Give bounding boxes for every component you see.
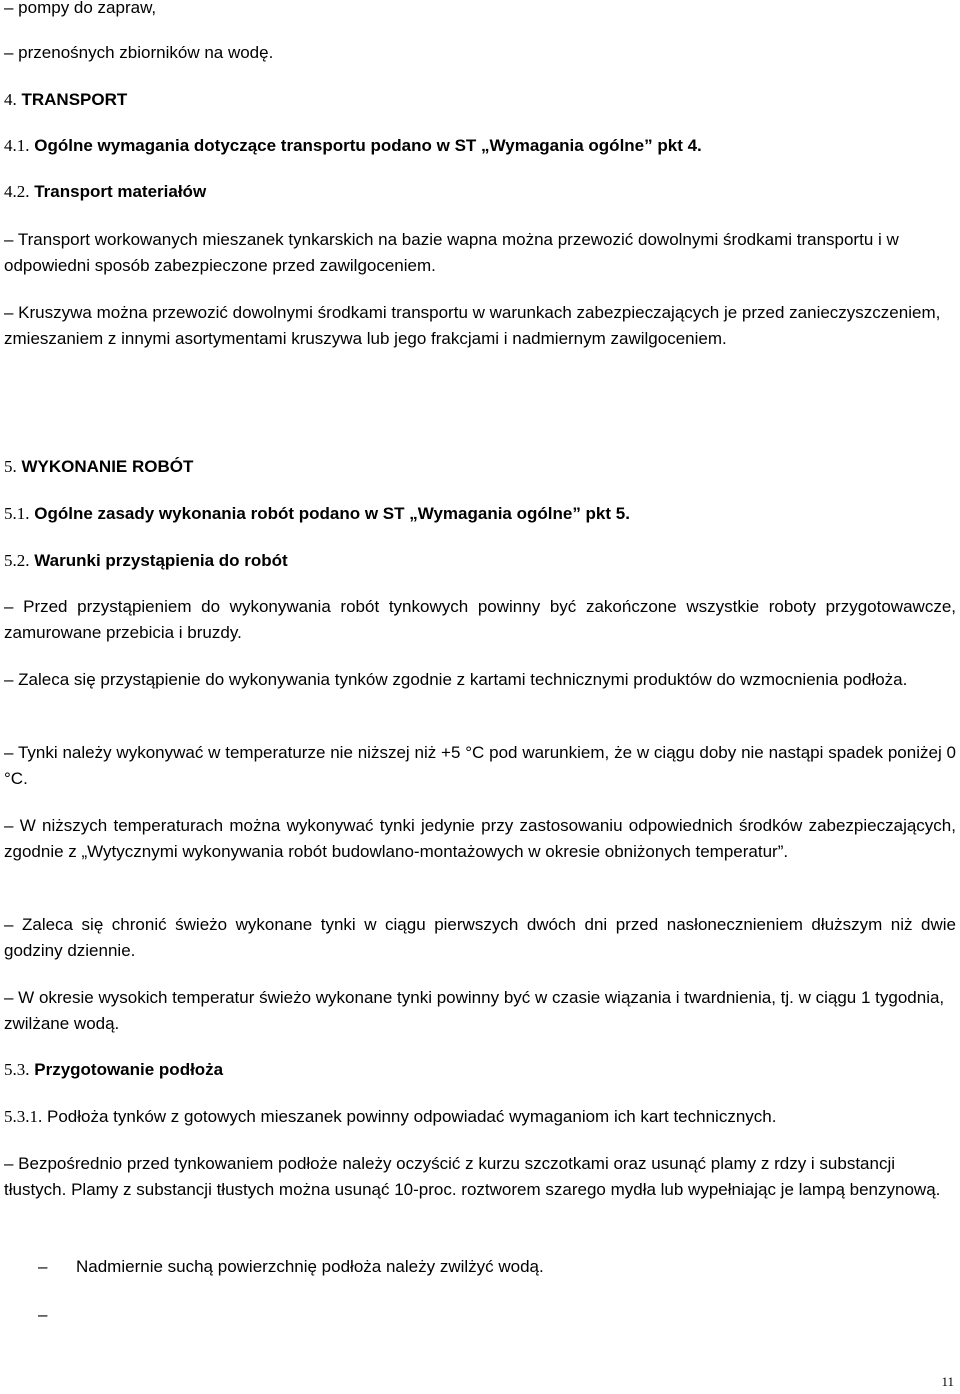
paragraph: – Przed przystąpieniem do wykonywania robót tynkowych powinny być zakończone wszystkie roboty przygotowawcze, zamurowane przebicia i bruzdy. — [4, 597, 956, 642]
list-item: Nadmiernie suchą powierzchnię podłoża należy zwilżyć wodą. — [76, 1257, 544, 1276]
section-heading — [4, 454, 956, 480]
section-title: Przygotowanie podłoża — [34, 1060, 224, 1079]
section-number: 4.1. — [4, 136, 30, 155]
section-number: 4.2. — [4, 182, 30, 201]
list-item: – pompy do zapraw, — [4, 0, 157, 17]
section-title: Ogólne zasady wykonania robót podano w ST „Wymagania ogólne” pkt 5. — [34, 504, 630, 523]
bullet-dash: – — [38, 1257, 48, 1276]
section-title: Ogólne wymagania dotyczące transportu podano w ST „Wymagania ogólne” pkt 4. — [34, 136, 702, 155]
subsection-heading — [4, 548, 956, 574]
paragraph: – W okresie wysokich temperatur świeżo wykonane tynki powinny być w czasie wiązania i twardnienia, tj. w ciągu 1 tygodnia, zwilżane wodą. — [4, 988, 945, 1033]
section-number: 5.2. — [4, 551, 30, 570]
list-item: – przenośnych zbiorników na wodę. — [4, 43, 274, 62]
subsection-heading — [4, 133, 956, 159]
section-number: 5.1. — [4, 504, 30, 523]
paragraph: – Tynki należy wykonywać w temperaturze nie niższej niż +5 °C pod warunkiem, że w ciągu doby nie nastąpi spadek poniżej 0 °C. — [4, 743, 956, 788]
paragraph: – Transport workowanych mieszanek tynkarskich na bazie wapna można przewozić dowolnymi środkami transportu i w odpowiedni sposób zabezpieczone przed zawilgoceniem. — [4, 230, 899, 275]
section-number: 5. — [4, 457, 17, 476]
section-number: 4. — [4, 90, 17, 109]
section-heading — [4, 87, 956, 113]
paragraph: – W niższych temperaturach można wykonywać tynki jedynie przy zastosowaniu odpowiednich środków zabezpieczających, zgodnie z „Wytycznymi wykonywania robót budowlano-montażowych w okresie obniżonych temperatur”. — [4, 816, 956, 861]
section-title: TRANSPORT — [21, 90, 128, 109]
page-number: 11 — [941, 1374, 954, 1389]
paragraph: – Zaleca się przystąpienie do wykonywania tynków zgodnie z kartami technicznymi produktów do wzmocnienia podłoża. — [4, 670, 908, 689]
paragraph: – Zaleca się chronić świeżo wykonane tynki w ciągu pierwszych dwóch dni przed nasłonecznieniem dłuższym niż dwie godziny dziennie. — [4, 915, 956, 960]
paragraph: – Bezpośrednio przed tynkowaniem podłoże należy oczyścić z kurzu szczotkami oraz usunąć plamy z rdzy i substancji tłustych. Plamy z substancji tłustych można usunąć 10-proc. roztworem szarego mydła lub wypełniając je lampą benzynową. — [4, 1154, 941, 1199]
section-number: 5.3.1. — [4, 1107, 43, 1126]
bullet-dash: – — [38, 1305, 48, 1324]
subsection-heading — [4, 1057, 956, 1083]
paragraph: – Kruszywa można przewozić dowolnymi środkami transportu w warunkach zabezpieczających je przed zanieczyszczeniem, zmieszaniem z innymi asortymentami kruszywa lub jego frakcjami i nadmiernym zawilgoceniem. — [4, 303, 941, 348]
section-title: Warunki przystąpienia do robót — [34, 551, 288, 570]
section-number: 5.3. — [4, 1060, 30, 1079]
paragraph-text: Podłoża tynków z gotowych mieszanek powinny odpowiadać wymaganiom ich kart technicznych. — [46, 1107, 777, 1126]
paragraph — [4, 1104, 956, 1130]
subsection-heading — [4, 501, 956, 527]
section-title: Transport materiałów — [34, 182, 207, 201]
section-title: WYKONANIE ROBÓT — [21, 457, 194, 476]
subsection-heading — [4, 179, 956, 205]
